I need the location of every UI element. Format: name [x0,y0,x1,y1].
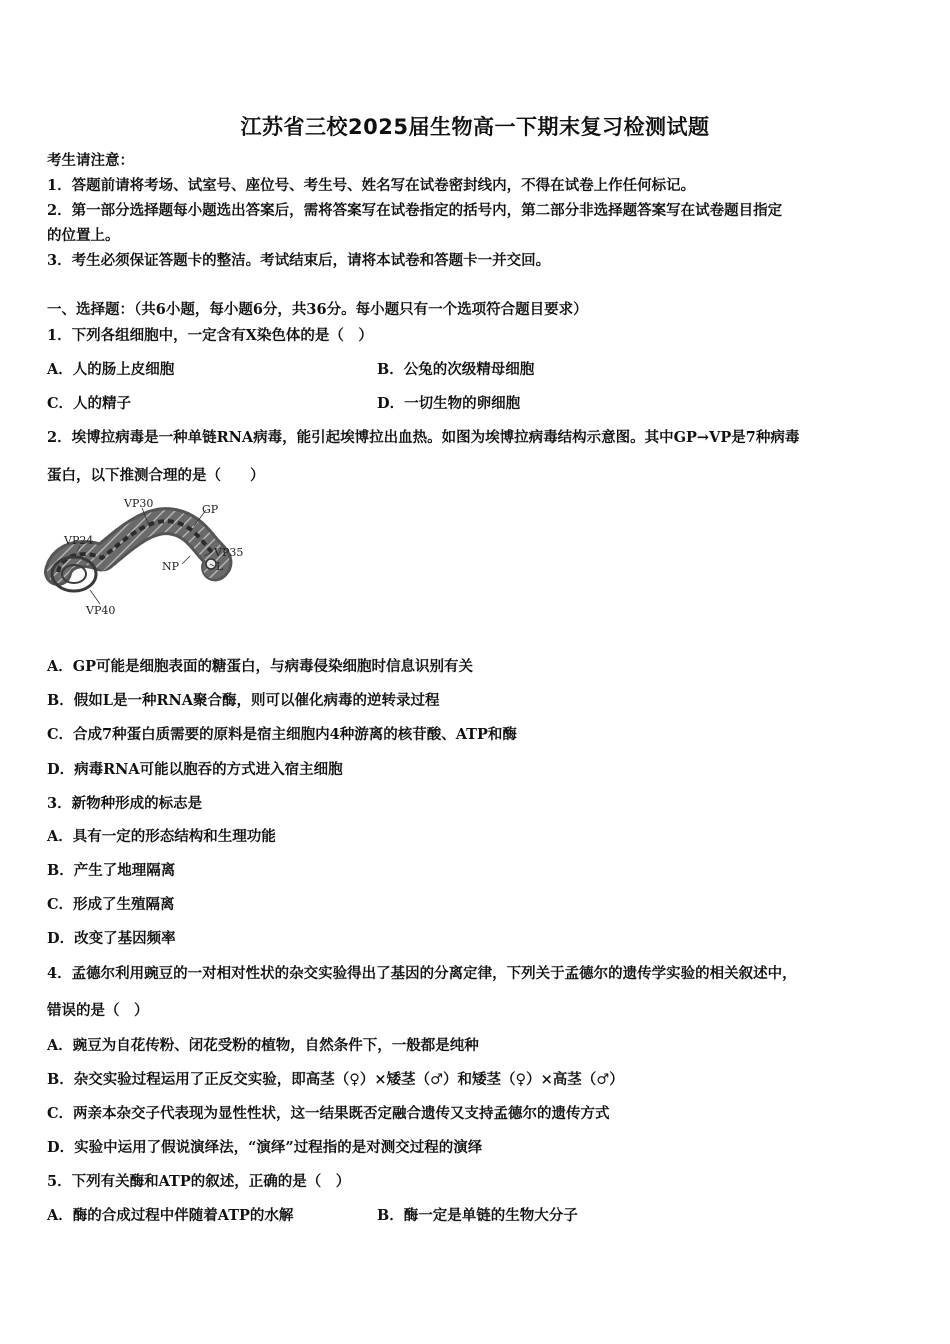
notice-item-2-cont: 的位置上。 [47,227,120,244]
notice-item-1: 1．答题前请将考场、试室号、座位号、考生号、姓名写在试卷密封线内，不得在试卷上作任何标记。 [47,177,696,194]
q4-option-a: A．豌豆为自花传粉、闭花受粉的植物，自然条件下，一般都是纯种 [47,1037,479,1054]
label-vp35: VP35 [214,546,244,559]
q1-option-d: D．一切生物的卵细胞 [377,395,521,412]
label-vp24: VP24 [64,534,94,547]
q4-stem-line2: 错误的是（ ） [47,1002,149,1019]
q2-stem-line2: 蛋白，以下推测合理的是（ ） [47,467,265,484]
label-gp: GP [202,503,219,516]
q4-stem-line1: 4．孟德尔利用豌豆的一对相对性状的杂交实验得出了基因的分离定律，下列关于孟德尔的遗传学实验的相关叙述中， [47,965,797,982]
q1-stem: 1．下列各组细胞中，一定含有X染色体的是（ ） [47,327,373,344]
q2-stem-line1: 2．埃博拉病毒是一种单链RNA病毒，能引起埃博拉出血热。如图为埃博拉病毒结构示意图。其中GP→VP是7种病毒 [47,429,800,446]
q4-option-d: D．实验中运用了假说演绎法，“演绎”过程指的是对测交过程的演绎 [47,1139,483,1156]
virus-tail-tip [206,559,216,569]
q5-option-a: A．酶的合成过程中伴随着ATP的水解 [47,1207,294,1224]
ebola-virus-diagram [44,494,254,620]
label-vp30: VP30 [124,497,154,510]
page-title: 江苏省三校2025届生物高一下期末复习检测试题 [240,115,710,139]
section-heading: 一、选择题：（共6小题，每小题6分，共36分。每小题只有一个选项符合题目要求） [47,301,588,318]
notice-item-2: 2．第一部分选择题每小题选出答案后，需将答案写在试卷指定的括号内，第二部分非选择题答案写在试卷题目指定 [47,202,783,219]
q3-option-d: D．改变了基因频率 [47,930,176,947]
q1-option-a: A．人的肠上皮细胞 [47,361,175,378]
q4-option-c: C．两亲本杂交子代表现为显性性状，这一结果既否定融合遗传又支持孟德尔的遗传方式 [47,1105,610,1122]
q5-stem: 5．下列有关酶和ATP的叙述，正确的是（ ） [47,1173,351,1190]
q2-option-c: C．合成7种蛋白质需要的原料是宿主细胞内4种游离的核苷酸、ATP和酶 [47,726,517,743]
q3-option-c: C．形成了生殖隔离 [47,896,175,913]
notice-heading: 考生请注意： [47,152,134,169]
q2-option-b: B．假如L是一种RNA聚合酶，则可以催化病毒的逆转录过程 [47,692,440,709]
q1-option-b: B．公兔的次级精母细胞 [377,361,535,378]
q3-option-a: A．具有一定的形态结构和生理功能 [47,828,276,845]
q3-option-b: B．产生了地理隔离 [47,862,176,879]
label-vp40: VP40 [86,604,116,617]
label-np: NP [162,560,180,573]
q4-option-b: B．杂交实验过程运用了正反交实验，即高茎（♀）×矮茎（♂）和矮茎（♀）×高茎（♂） [47,1071,624,1088]
q2-option-d: D．病毒RNA可能以胞吞的方式进入宿主细胞 [47,761,343,778]
q1-option-c: C．人的精子 [47,395,132,412]
q3-stem: 3．新物种形成的标志是 [47,795,203,812]
notice-item-3: 3．考生必须保证答题卡的整洁。考试结束后，请将本试卷和答题卡一并交回。 [47,252,551,269]
label-l: L [216,560,224,573]
q5-option-b: B．酶一定是单链的生物大分子 [377,1207,578,1224]
q2-option-a: A．GP可能是细胞表面的糖蛋白，与病毒侵染细胞时信息识别有关 [47,658,474,675]
